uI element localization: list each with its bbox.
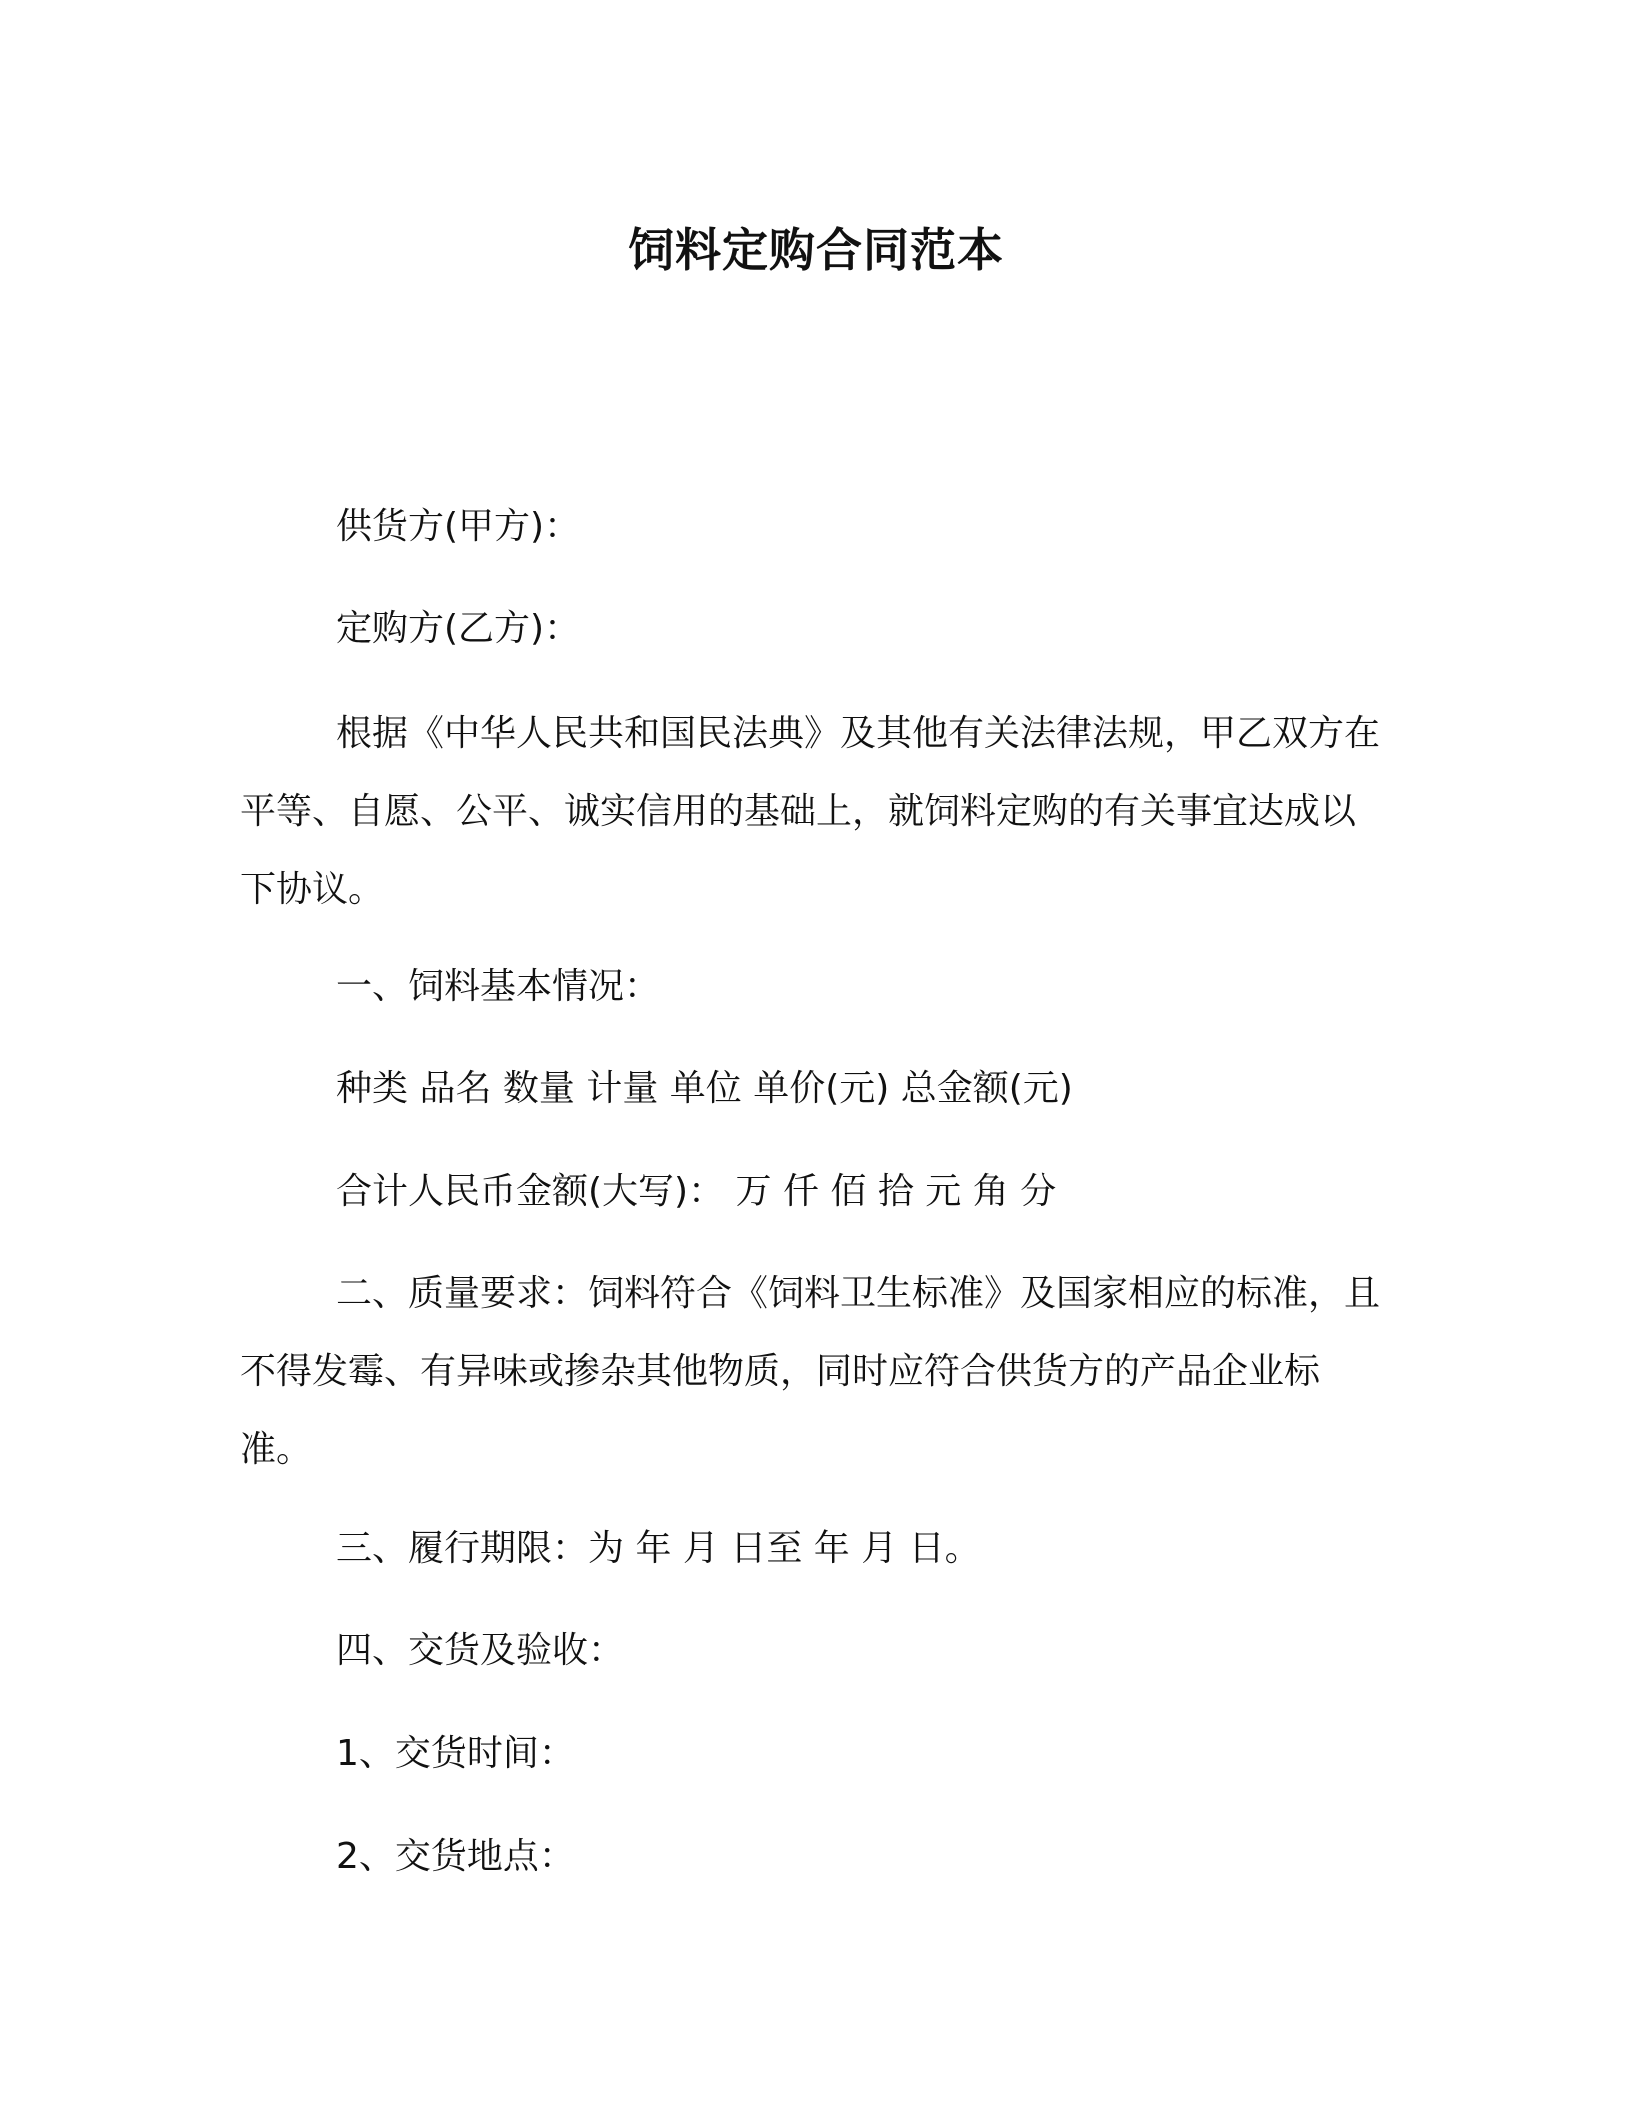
delivery-place-line: 2、交货地点： xyxy=(336,1836,575,1877)
supplier-line: 供货方(甲方)： xyxy=(336,506,581,547)
section-2-quality: 二、质量要求：饲料符合《饲料卫生标准》及国家相应的标准，且不得发霉、有异味或掺杂其他物质，同时应符合供货方的产品企业标准。 xyxy=(240,1273,1381,1470)
section-3-term: 三、履行期限：为 年 月 日至 年 月 日。 xyxy=(336,1528,981,1569)
feed-table-header-line: 种类 品名 数量 计量 单位 单价(元) 总金额(元) xyxy=(336,1068,1073,1109)
total-amount-line: 合计人民币金额(大写)： 万 仟 佰 拾 元 角 分 xyxy=(336,1171,1057,1212)
intro-paragraph: 根据《中华人民共和国民法典》及其他有关法律法规，甲乙双方在平等、自愿、公平、诚实信用的基础上，就饲料定购的有关事宜达成以下协议。 xyxy=(240,713,1381,910)
delivery-time-line: 1、交货时间： xyxy=(336,1733,575,1774)
section-1-heading: 一、饲料基本情况： xyxy=(336,966,661,1007)
document-title: 饲料定购合同范本 xyxy=(628,223,1004,277)
buyer-line: 定购方(乙方)： xyxy=(336,608,581,649)
section-4-heading: 四、交货及验收： xyxy=(336,1630,625,1671)
